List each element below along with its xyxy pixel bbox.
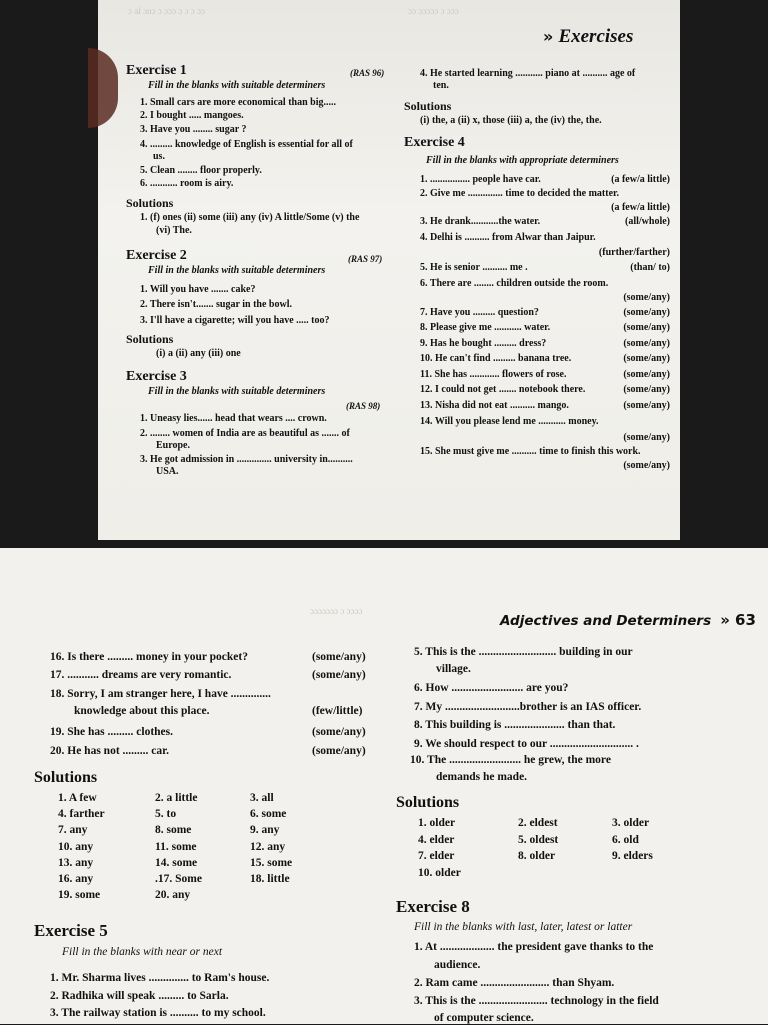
- solution-answer: 8. some: [155, 824, 192, 837]
- right-item: 10. The ......................... he grew, the more: [410, 754, 611, 766]
- ex4-item-option: (some/any): [623, 307, 670, 318]
- left-item: 17. ........... dreams are very romantic.: [50, 669, 232, 681]
- ex2-solutions-title: Solutions: [126, 332, 174, 346]
- ex1-title: Exercise 1: [126, 63, 187, 78]
- solution-answer: 12. any: [250, 840, 286, 853]
- prev-solutions-title: Solutions: [404, 99, 452, 113]
- ex3-title: Exercise 3: [126, 369, 187, 384]
- double-chevron-icon: »: [720, 611, 730, 629]
- ex2-item: 2. There isn't....... sugar in the bowl.: [140, 299, 292, 310]
- ex5-item: 3. The railway station is .......... to my school.: [50, 1007, 266, 1019]
- solution-answer: 2. a little: [155, 792, 198, 804]
- solution-answer: 2. eldest: [518, 817, 558, 829]
- ex4-item: 9. Has he bought ......... dress?: [420, 338, 547, 349]
- solution-answer: 18. little: [250, 873, 290, 885]
- solution-answer: 3. all: [250, 792, 274, 804]
- ex8-title: Exercise 8: [396, 897, 470, 916]
- prev-solutions: (i) the, a (ii) x, those (iii) a, the (iv) the, the.: [420, 115, 602, 126]
- solution-answer: 4. elder: [418, 833, 455, 846]
- ex4-item: 3. He drank...........the water.: [420, 216, 541, 227]
- solution-answer: 16. any: [58, 873, 94, 885]
- ex8-item: 2. Ram came ........................ than Shyam.: [414, 977, 615, 989]
- left-item-option: (some/any): [312, 726, 366, 738]
- solution-answer: 14. some: [155, 856, 198, 869]
- ex1-item: 1. Small cars are more economical than big.....: [140, 97, 336, 108]
- left-item-option: (few/little): [312, 705, 363, 717]
- ex4-item-option: (further/farther): [598, 247, 670, 258]
- prev-ex-item-4: 4. He started learning ........... piano at .......... age of: [420, 68, 636, 79]
- ex4-item: 14. Will you please lend me ........... money.: [420, 416, 599, 427]
- ex4-item-option: (some/any): [623, 338, 670, 349]
- solution-answer: 8. older: [518, 850, 556, 862]
- ex4-item-option: (some/any): [623, 400, 670, 411]
- ex8-item: 3. This is the ........................ technology in the field: [414, 995, 659, 1007]
- left-item-option: (some/any): [312, 651, 366, 663]
- ex1-item: 6. ........... room is airy.: [140, 178, 234, 189]
- right-solutions-title: Solutions: [396, 794, 460, 811]
- ex3-item: Europe.: [156, 440, 190, 451]
- exercises-header: [543, 26, 633, 48]
- page-number: 63: [735, 611, 756, 629]
- solution-answer: 11. some: [155, 840, 197, 853]
- ex1-ref: (RAS 96): [350, 68, 385, 78]
- running-header: [500, 610, 756, 629]
- ex3-instruction: Fill in the blanks with suitable determiners: [148, 386, 326, 397]
- left-solutions-title: Solutions: [34, 769, 98, 786]
- ex2-ref: (RAS 97): [348, 254, 383, 264]
- left-item-option: (some/any): [312, 745, 366, 757]
- right-item: 5. This is the ........................... building in our: [414, 646, 633, 658]
- ex1-instruction: Fill in the blanks with suitable determiners: [148, 80, 326, 91]
- solution-answer: 6. some: [250, 808, 287, 821]
- solution-answer: 5. oldest: [518, 833, 559, 846]
- ex4-item: 13. Nisha did not eat .......... mango.: [420, 400, 569, 411]
- solution-answer: 9. any: [250, 824, 280, 837]
- ex4-item-option: (some/any): [623, 292, 670, 303]
- ex4-item-option: (some/any): [623, 353, 670, 364]
- ex4-item-option: (some/any): [623, 460, 670, 471]
- right-item: demands he made.: [436, 771, 528, 783]
- ex8-item: of computer science.: [434, 1012, 534, 1024]
- ex2-item: 1. Will you have ....... cake?: [140, 284, 256, 295]
- ex4-item: 5. He is senior .......... me .: [420, 262, 528, 273]
- upper-book-page: ɔ al ɔnɔ ɔ ɔɔɔ ɔ ɔ ɔ ɔɔ ɔɔ ɔɔɔɔɔ ɔ ɔɔɔ » Exercises Exercise 1 (RAS 96) Fill in the blanks with suitable determiners 1. Small cars are more economical than big..... 2. I bought ..... mangoes. 3. Have you ........ sugar ? 4. ......... knowledge of English is essential for all of us. 5. Clean ........ floor properly. 6. ........... room is airy. Solutions 1. (f) ones (ii) some (iii) any (iv) A little/Some (v) the (vi) The. Exercise 2 (RAS 97) Fill in the blanks with suitable determiners 1. Will you have ....... cake? 2. There isn't....... sugar in the bowl. 3. I'll have a cigarette; will you have ..... too? Solutions (i) a (ii) any (iii) one Exercise 3 Fill in the blanks with suitable determiners (RAS 98) 1. Uneasy lies...... head that wears .... crown. 2. ........ women of India are as beautiful as ....... of Europe. 3. He got admission in .............. university in.......... USA. 4. He started learning ........... piano at .......... age of ten. Solutions (i) the, a (ii) x, those (iii) a, the (iv) the, the. Exercise 4 Fill in the blanks with appropriate determiners 1. ................ people have car. (a few/a little) 2. Give me .............. time to decided the matter. (a few/a little) 3. He drank...........the water. (all/whole) 4. Delhi is .......... from Alwar than Jaipur. (further/farther) 5. He is senior .......... me . (than/ to) 6. There are ........ children outside the room. (some/any) 7. Have you ......... question? (some/any) 8. Please give me ........... water. (some/any) 9. Has he bought ......... dress? (some/any) 10. He can't find ......... banana tree. (some/any) 11. She has ............ flowers of rose. (some/any) 12. I could not get ....... notebook there. (some/any) 13. Nisha did not eat .......... mango. (some/any) 14. Will you please lend me ........... money. (some/any) 15. She must give me .......... time to finish this work. (some/any): [98, 0, 680, 540]
- ex2-instruction: Fill in the blanks with suitable determiners: [148, 265, 326, 276]
- right-item: 7. My ..........................brother is an IAS officer.: [414, 701, 642, 713]
- ex4-item-option: (some/any): [623, 322, 670, 333]
- ex4-item: 4. Delhi is .......... from Alwar than Jaipur.: [420, 232, 596, 243]
- ex1-solutions-title: Solutions: [126, 196, 174, 210]
- lower-book-page: ɔɔɔɔɔɔɔ ɔ ɔɔɔɔ Adjectives and Determiners » 63 16. Is there ......... money in your pocket? (some/any) 17. ........... dreams are very romantic. (some/any) 18. Sorry, I am stranger here, I have .............. knowledge about this place. (few/little) 19. She has ......... clothes. (some/any) 20. He has not ......... car. (some/any) Solutions 1. A few 4. farther 7. any 10. any 13. any 16. any 19. some 2. a little 5. to 8. some 11. some 14. some .17. Some 20. any 3. all 6. some 9. any 12. any 15. some 18. little Exercise 5 Fill in the blanks with near or next 1. Mr. Sharma lives .............. to Ram's house. 2. Radhika will speak ......... to Sarla. 3. The railway station is .......... to my school. 5. This is the ........................... building in our village. 6. How ......................... are you? 7. My ..........................brother is an IAS officer. 8. This building is ..................... than that. 9. We should respect to our ............................. . 10. The ......................... he grew, the more demands he made. Solutions 1. older 4. elder 7. elder 10. older 2. eldest 5. oldest 8. older 3. older 6. old 9. elders Exercise 8 Fill in the blanks with last, later, latest or latter 1. At ................... the president gave thanks to the audience. 2. Ram came ........................ than Shyam. 3. This is the ........................ technology in the field of computer science.: [0, 548, 768, 1024]
- ex4-item: 11. She has ............ flowers of rose.: [420, 369, 567, 380]
- ex4-item: 7. Have you ......... question?: [420, 307, 539, 318]
- left-item: 18. Sorry, I am stranger here, I have ..............: [50, 688, 271, 700]
- ex2-title: Exercise 2: [126, 248, 187, 263]
- ex5-item: 2. Radhika will speak ......... to Sarla.: [50, 990, 229, 1002]
- ex4-item: 12. I could not get ....... notebook there.: [420, 384, 586, 395]
- ex3-ref: (RAS 98): [346, 401, 381, 411]
- ex1-item: 3. Have you ........ sugar ?: [140, 124, 247, 135]
- solution-answer: 3. older: [612, 817, 650, 829]
- ex4-item-option: (some/any): [623, 384, 670, 395]
- ex4-item-option: (some/any): [623, 432, 670, 443]
- ex5-title: Exercise 5: [34, 921, 108, 940]
- solution-answer: 1. A few: [58, 792, 97, 804]
- exercises-title: Exercises: [558, 26, 634, 47]
- ex3-item: 2. ........ women of India are as beautiful as ....... of: [140, 428, 350, 439]
- left-item: 20. He has not ......... car.: [50, 745, 170, 757]
- right-item: 9. We should respect to our ............................. .: [414, 738, 639, 750]
- solution-answer: 10. older: [418, 866, 461, 879]
- right-item: 8. This building is ..................... than that.: [414, 719, 616, 731]
- right-item: village.: [436, 663, 471, 675]
- solution-answer: 4. farther: [58, 808, 105, 821]
- left-item: 16. Is there ......... money in your pocket?: [50, 651, 248, 663]
- solution-answer: 9. elders: [612, 850, 653, 862]
- solution-answer: 5. to: [155, 808, 177, 821]
- ex3-item: USA.: [156, 466, 179, 477]
- ex1-item: 4. ......... knowledge of English is essential for all of: [140, 139, 353, 150]
- double-chevron-icon: »: [543, 27, 554, 46]
- solution-answer: 10. any: [58, 840, 94, 853]
- ex4-item: 6. There are ........ children outside the room.: [420, 278, 609, 289]
- ex4-item-option: (than/ to): [630, 262, 670, 273]
- prev-ex-item-4-cont: ten.: [433, 80, 449, 91]
- ex1-item: us.: [153, 151, 165, 162]
- ex4-item: 10. He can't find ......... banana tree.: [420, 353, 572, 364]
- ex2-solution: (i) a (ii) any (iii) one: [156, 348, 241, 359]
- solution-answer: 19. some: [58, 889, 101, 902]
- solution-answer: 6. old: [612, 833, 639, 846]
- ex4-item-option: (some/any): [623, 369, 670, 380]
- ex8-instruction: Fill in the blanks with last, later, latest or latter: [414, 921, 633, 933]
- ex3-item: 1. Uneasy lies...... head that wears .... crown.: [140, 413, 327, 424]
- left-item: 19. She has ......... clothes.: [50, 726, 173, 738]
- ex4-item-option: (a few/a little): [611, 174, 670, 185]
- right-item: 6. How ......................... are you?: [414, 682, 569, 694]
- solution-answer: 15. some: [250, 856, 293, 869]
- ex4-item-option: (all/whole): [625, 216, 670, 227]
- ex4-title: Exercise 4: [404, 135, 465, 150]
- solution-answer: 7. elder: [418, 850, 455, 862]
- ex5-item: 1. Mr. Sharma lives .............. to Ram's house.: [50, 972, 270, 984]
- ex2-item: 3. I'll have a cigarette; will you have ..... too?: [140, 315, 330, 326]
- solution-answer: 1. older: [418, 817, 456, 829]
- solution-answer: .17. Some: [155, 873, 202, 885]
- ex8-item: audience.: [434, 959, 481, 971]
- ex4-item: 2. Give me .............. time to decided the matter.: [420, 188, 620, 199]
- left-item-option: (some/any): [312, 669, 366, 681]
- ex8-item: 1. At ................... the president gave thanks to the: [414, 941, 654, 953]
- ex1-solution: (vi) The.: [156, 225, 192, 236]
- ex1-item: 5. Clean ........ floor properly.: [140, 165, 262, 176]
- ex4-item: 1. ................ people have car.: [420, 174, 541, 185]
- ex1-item: 2. I bought ..... mangoes.: [140, 110, 244, 121]
- ex3-item: 3. He got admission in .............. university in..........: [140, 454, 353, 465]
- ex4-instruction: Fill in the blanks with appropriate determiners: [426, 155, 619, 166]
- ex4-item: 8. Please give me ........... water.: [420, 322, 551, 333]
- running-header-title: Adjectives and Determiners: [500, 613, 712, 629]
- left-item: knowledge about this place.: [74, 705, 210, 717]
- ex5-instruction: Fill in the blanks with near or next: [62, 946, 223, 958]
- ex4-item-option: (a few/a little): [611, 202, 670, 213]
- solution-answer: 20. any: [155, 889, 191, 902]
- solution-answer: 7. any: [58, 824, 88, 837]
- solution-answer: 13. any: [58, 856, 94, 869]
- ex1-solution: 1. (f) ones (ii) some (iii) any (iv) A little/Some (v) the: [140, 212, 360, 223]
- ex4-item: 15. She must give me .......... time to finish this work.: [420, 446, 641, 457]
